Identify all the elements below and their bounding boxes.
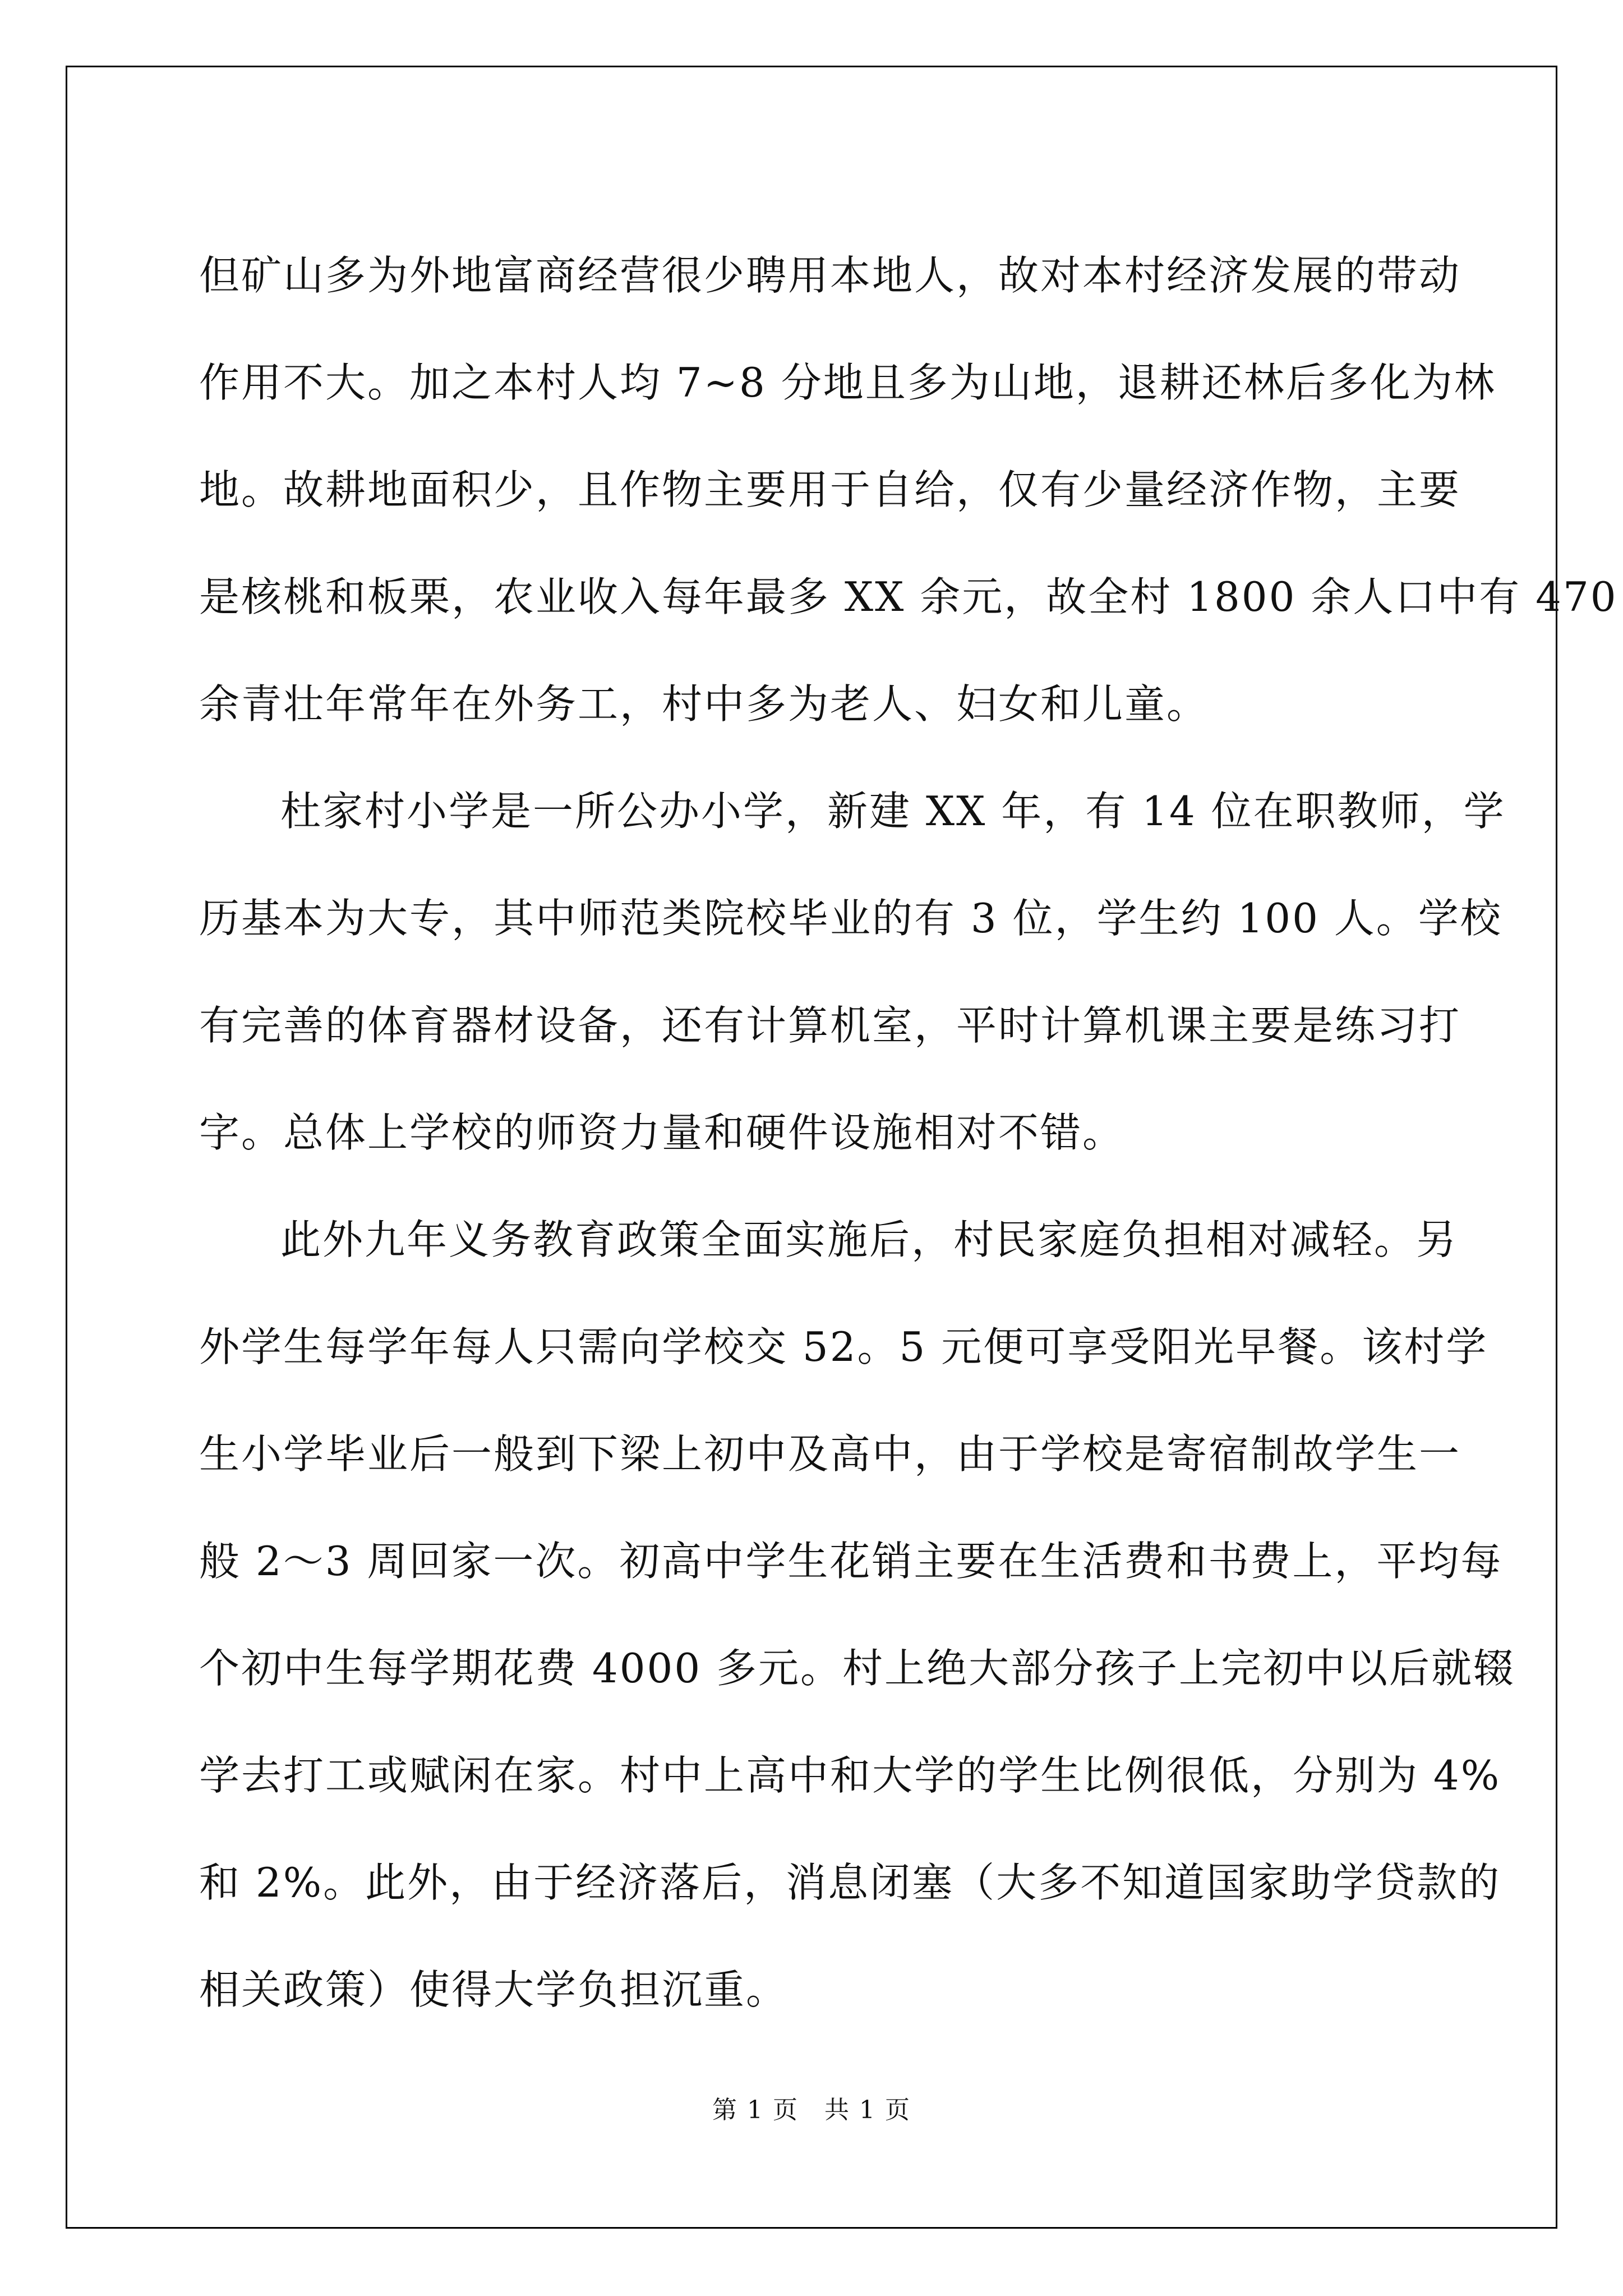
- page-number-footer: 第 1 页 共 1 页: [712, 2096, 911, 2124]
- text-line: 余青壮年常年在外务工，村中多为老人、妇女和儿童。: [199, 680, 1209, 728]
- text-line: 有完善的体育器材设备，还有计算机室，平时计算机课主要是练习打: [199, 1002, 1461, 1049]
- text-line: 生小学毕业后一般到下梁上初中及高中，由于学校是寄宿制故学生一: [199, 1430, 1461, 1478]
- text-line: 但矿山多为外地富商经营很少聘用本地人，故对本村经济发展的带动: [199, 252, 1461, 299]
- paragraph-start-line: 此外九年义务教育政策全面实施后，村民家庭负担相对减轻。另: [280, 1216, 1459, 1263]
- text-line: 相关政策）使得大学负担沉重。: [199, 1966, 789, 2013]
- text-line: 和 2%。此外，由于经济落后，消息闭塞（大多不知道国家助学贷款的: [199, 1859, 1501, 1906]
- document-body: [199, 222, 1618, 2044]
- text-line: 地。故耕地面积少，且作物主要用于自给，仅有少量经济作物，主要: [199, 466, 1461, 513]
- text-line: 般 2～3 周回家一次。初高中学生花销主要在生活费和书费上，平均每: [199, 1538, 1503, 1585]
- text-line: 历基本为大专，其中师范类院校毕业的有 3 位，学生约 100 人。学校: [199, 895, 1502, 942]
- text-line: 作用不大。加之本村人均 7~8 分地且多为山地，退耕还林后多化为林: [199, 359, 1496, 406]
- text-line: 外学生每学年每人只需向学校交 52。5 元便可享受阳光早餐。该村学: [199, 1323, 1488, 1370]
- text-line: 学去打工或赋闲在家。村中上高中和大学的学生比例很低，分别为 4%: [199, 1752, 1501, 1799]
- paragraph-start-line: 杜家村小学是一所公办小学，新建 XX 年，有 14 位在职教师，学: [280, 788, 1506, 835]
- text-line: 字。总体上学校的师资力量和硬件设施相对不错。: [199, 1109, 1125, 1156]
- text-line: 是核桃和板栗，农业收入每年最多 XX 余元，故全村 1800 余人口中有 470: [199, 573, 1618, 620]
- text-line: 个初中生每学期花费 4000 多元。村上绝大部分孩子上完初中以后就辍: [199, 1645, 1516, 1692]
